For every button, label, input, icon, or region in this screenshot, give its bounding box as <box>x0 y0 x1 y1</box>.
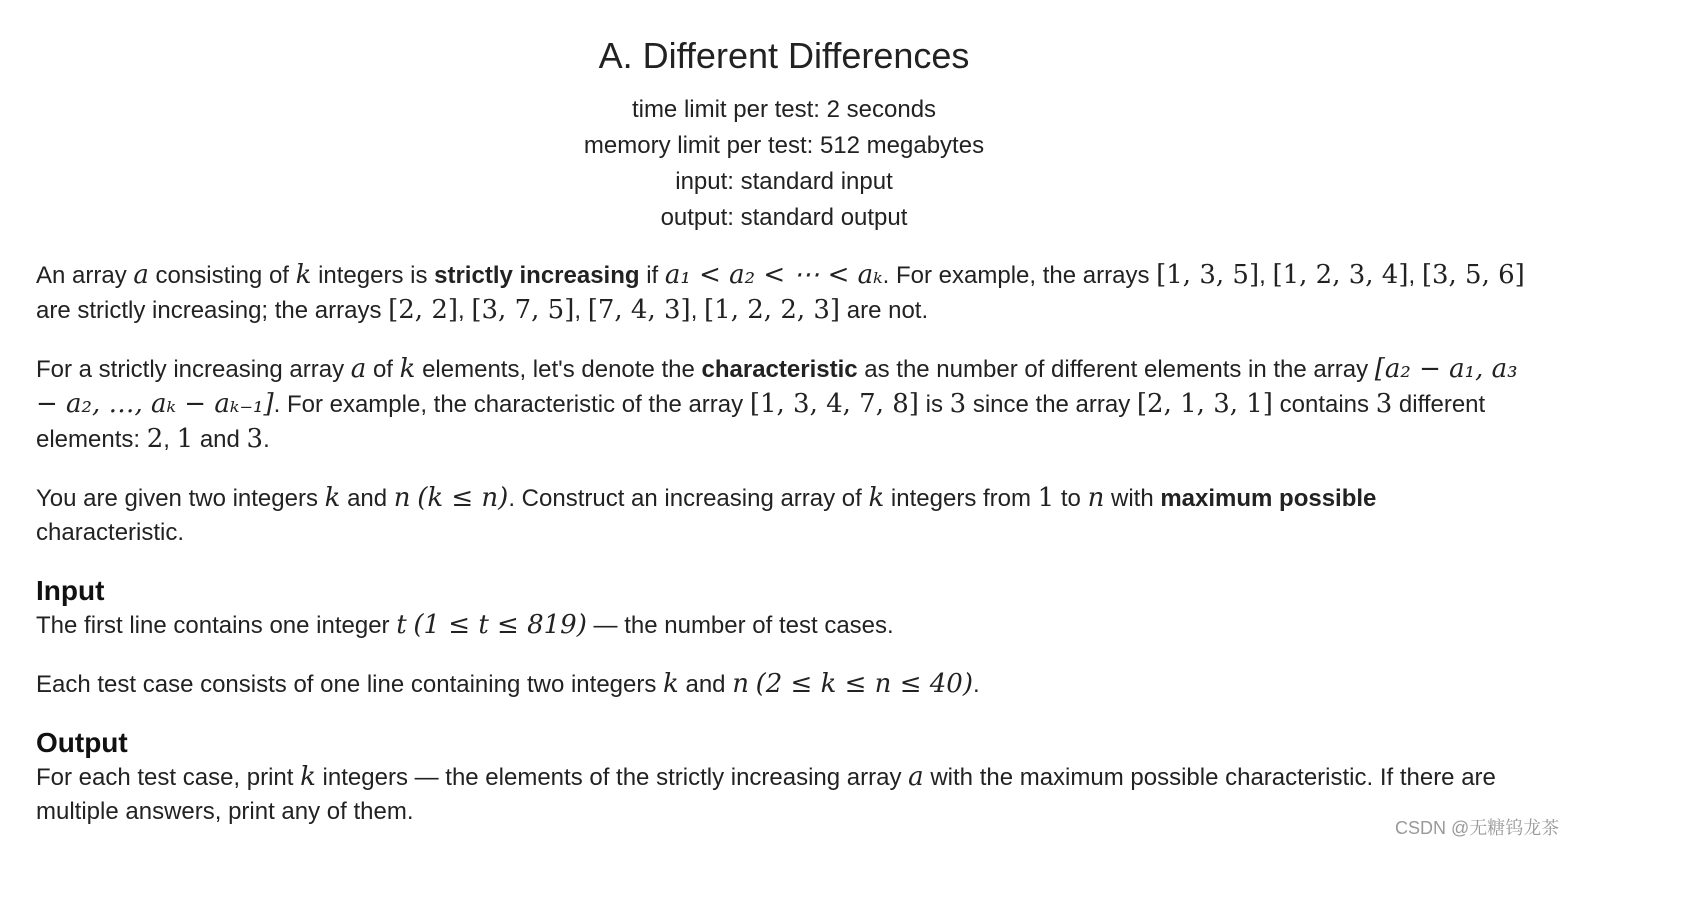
math-increasing-chain: a₁ < a₂ < ⋯ < aₖ <box>664 260 883 290</box>
input-spec: input: standard input <box>675 168 893 195</box>
statement-paragraph-2: For a strictly increasing array a of k elements, let's denote the characteristic as the number of different elements in the array [a₂ − a₁, a₃ − a₂, …, aₖ − aₖ₋₁]. For example, the characteristic of the array [1, 3, 4, 7, 8] is 3 since the array [2, 1, 3, 1] contains 3 different elements: 2, 1 and 3. <box>36 354 1518 454</box>
math-diff-example: [2, 1, 3, 1] <box>1136 389 1273 419</box>
math-n: n <box>393 483 411 513</box>
csdn-watermark: CSDN @无糖钨龙茶 <box>1395 818 1560 838</box>
math-a: a <box>350 354 367 384</box>
math-example-1: [1, 3, 5] <box>1156 260 1260 290</box>
problem-statement <box>36 258 1526 853</box>
problem-header <box>0 0 1568 236</box>
math-a: a <box>908 762 924 792</box>
problem-limits <box>0 92 1568 236</box>
input-paragraph-2: Each test case consists of one line containing two integers k and n (2 ≤ k ≤ n ≤ 40). <box>36 669 980 699</box>
math-one: 1 <box>176 424 194 454</box>
output-spec: output: standard output <box>660 204 908 231</box>
math-k: k <box>324 483 341 513</box>
math-n: n <box>1087 483 1105 513</box>
math-a: a <box>133 260 149 290</box>
bold-maximum-possible: maximum possible <box>1160 485 1377 512</box>
bold-characteristic: characteristic <box>701 356 858 383</box>
math-k: k <box>663 669 679 699</box>
input-section-title: Input <box>36 575 105 606</box>
statement-paragraph-1: An array a consisting of k integers is strictly increasing if a₁ < a₂ < ⋯ < aₖ. For example, the arrays [1, 3, 5], [1, 2, 3, 4], [3, 5, 6] are strictly increasing; the arrays [2, 2], [3, 7, 5], [7, 4, 3], [1, 2, 2, 3] are not. <box>36 260 1525 325</box>
math-n: n <box>732 669 749 699</box>
math-k: k <box>868 483 885 513</box>
math-nonexample-3: [7, 4, 3] <box>587 295 691 325</box>
math-nonexample-2: [3, 7, 5] <box>471 295 575 325</box>
output-section-title: Output <box>36 727 128 758</box>
bold-strictly-increasing: strictly increasing <box>434 262 640 289</box>
math-three: 3 <box>949 389 967 419</box>
math-nonexample-4: [1, 2, 2, 3] <box>704 295 841 325</box>
memory-limit: memory limit per test: 512 megabytes <box>583 132 985 159</box>
math-kn-constraint: (2 ≤ k ≤ n ≤ 40) <box>755 669 973 699</box>
math-k: k <box>295 260 312 290</box>
math-nonexample-1: [2, 2] <box>388 295 459 325</box>
problem-title: A. Different Differences <box>598 35 970 76</box>
math-t: t <box>396 610 407 640</box>
math-k: k <box>399 354 416 384</box>
math-difference-array: [a₂ − a₁, a₃ − a₂, …, aₖ − aₖ₋₁] <box>36 354 1518 419</box>
input-paragraph-1: The first line contains one integer t (1 ≤ t ≤ 819) — the number of test cases. <box>36 610 894 640</box>
math-two: 2 <box>146 424 164 454</box>
math-three: 3 <box>1375 389 1393 419</box>
math-k-le-n: (k ≤ n) <box>417 483 509 513</box>
math-three: 3 <box>246 424 264 454</box>
math-example-3: [3, 5, 6] <box>1421 260 1525 290</box>
output-paragraph: For each test case, print k integers — the elements of the strictly increasing array a with the maximum possible characteristic. If there are multiple answers, print any of them. <box>36 762 1496 825</box>
time-limit: time limit per test: 2 seconds <box>631 96 937 123</box>
math-k: k <box>300 762 316 792</box>
math-one: 1 <box>1037 483 1055 513</box>
math-example-array: [1, 3, 4, 7, 8] <box>749 389 919 419</box>
math-example-2: [1, 2, 3, 4] <box>1272 260 1409 290</box>
statement-paragraph-3: You are given two integers k and n (k ≤ n). Construct an increasing array of k integers from 1 to n with maximum possible characteristic. <box>36 483 1377 546</box>
math-t-constraint: (1 ≤ t ≤ 819) <box>413 610 587 640</box>
